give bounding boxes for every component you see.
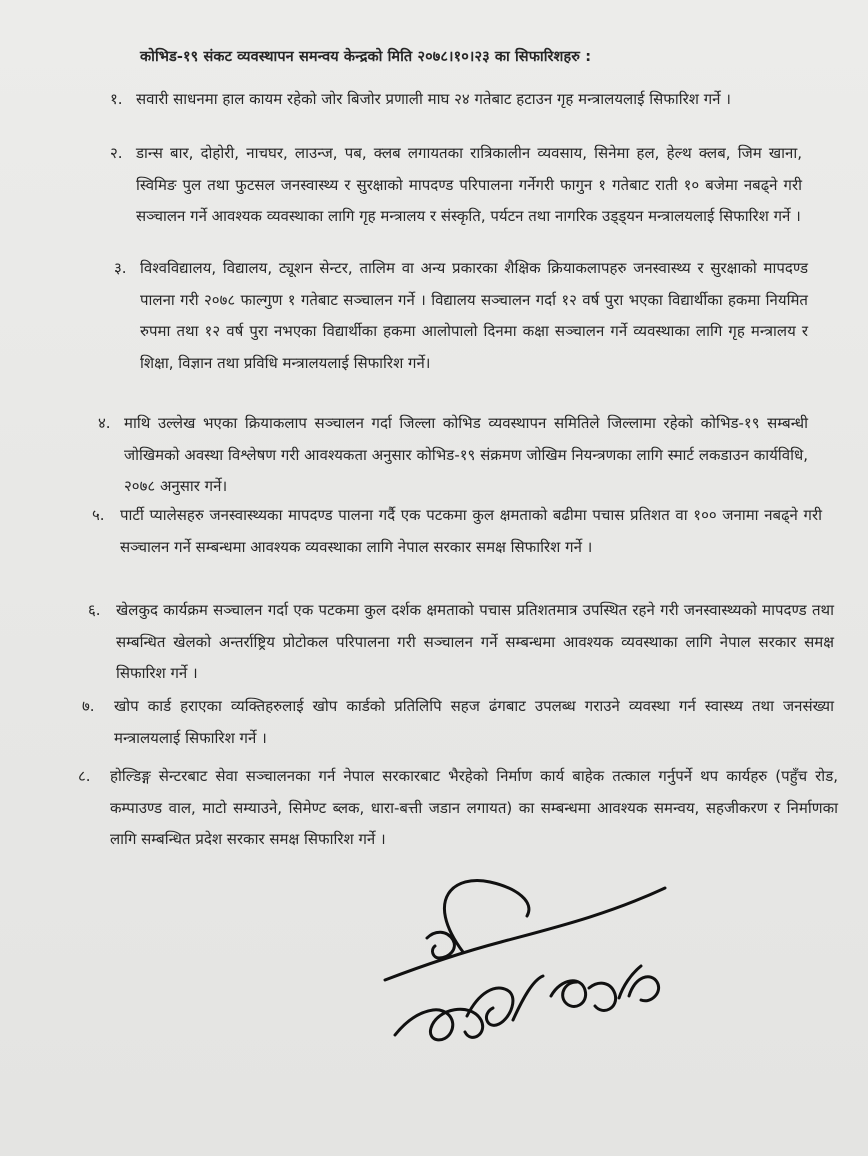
recommendation-item <box>98 408 808 503</box>
item-number: ३. <box>114 259 127 277</box>
item-text: विश्वविद्यालय, विद्यालय, ट्यूशन सेन्टर, तालिम वा अन्य प्रकारका शैक्षिक क्रियाकलापहरु जनस्वास्थ्य र सुरक्षाको मापदण्ड पालना गरी २०७८ फाल्गुण १ गतेबाट सञ्चालन गर्ने । विद्यालय सञ्चालन गर्दा १२ वर्ष पुरा भएका विद्यार्थीका हकमा नियमित रुपमा तथा १२ वर्ष पुरा नभएका विद्यार्थीका हकमा आलोपालो दिनमा कक्षा सञ्चालन गर्ने व्यवस्थाका लागि गृह मन्त्रालय र शिक्षा, विज्ञान तथा प्रविधि मन्त्रालयलाई सिफारिश गर्ने। <box>140 259 808 372</box>
item-text: सवारी साधनमा हाल कायम रहेको जोर बिजोर प्रणाली माघ २४ गतेबाट हटाउन गृह मन्त्रालयलाई सिफारिश गर्ने । <box>136 90 731 108</box>
recommendation-item <box>110 84 792 116</box>
item-text: पार्टी प्यालेसहरु जनस्वास्थ्यका मापदण्ड पालना गर्दै एक पटकमा कुल क्षमताको बढीमा पचास प्रतिशत वा १०० जनामा नबढ्ने गरी सञ्चालन गर्ने सम्बन्धमा आवश्यक व्यवस्थाका लागि नेपाल सरकार समक्ष सिफारिश गर्ने । <box>120 506 822 556</box>
item-text: होल्डिङ्ग सेन्टरबाट सेवा सञ्चालनका गर्न नेपाल सरकारबाट भैरहेको निर्माण कार्य बाहेक तत्काल गर्नुपर्ने थप कार्यहरु (पहुँच रोड, कम्पाउण्ड वाल, माटो सम्याउने, सिमेण्ट ब्लक, धारा-बत्ती जडान लगायत) का सम्बन्धमा आवश्यक समन्वय, सहजीकरण र निर्माणका लागि सम्बन्धित प्रदेश सरकार समक्ष सिफारिश गर्ने । <box>110 767 838 848</box>
item-number: ७. <box>82 697 95 715</box>
recommendation-item <box>88 595 834 690</box>
item-number: २. <box>110 144 123 162</box>
recommendation-item <box>110 138 802 233</box>
recommendation-item <box>92 500 822 563</box>
item-text: डान्स बार, दोहोरी, नाचघर, लाउन्ज, पब, क्लब लगायतका रात्रिकालीन व्यवसाय, सिनेमा हल, हेल्थ क्लब, जिम खाना, स्विमिङ पुल तथा फुटसल जनस्वास्थ्य र सुरक्षाको मापदण्ड परिपालना गर्नेगरी फागुन १ गतेबाट राती १० बजेमा नबढ्ने गरी सञ्चालन गर्ने आवश्यक व्यवस्थाका लागि गृह मन्त्रालय र संस्कृति, पर्यटन तथा नागरिक उड्ड्यन मन्त्रालयलाई सिफारिश गर्ने । <box>136 144 802 225</box>
item-number: ४. <box>98 414 111 432</box>
document-title: कोभिड-१९ संकट व्यवस्थापन समन्वय केन्द्रको मिति २०७८।१०।२३ का सिफारिशहरु : <box>140 49 592 65</box>
item-number: ८. <box>78 767 91 785</box>
recommendation-item <box>82 691 834 754</box>
item-number: १. <box>110 90 123 108</box>
item-text: खोप कार्ड हराएका व्यक्तिहरुलाई खोप कार्डको प्रतिलिपि सहज ढंगबाट उपलब्ध गराउने व्यवस्था गर्न स्वास्थ्य तथा जनसंख्या मन्त्रालयलाई सिफारिश गर्ने । <box>114 697 834 747</box>
recommendation-item <box>78 761 838 856</box>
item-text: माथि उल्लेख भएका क्रियाकलाप सञ्चालन गर्दा जिल्ला कोभिड व्यवस्थापन समितिले जिल्लामा रहेको कोभिड-१९ सम्बन्धी जोखिमको अवस्था विश्लेषण गरी आवश्यकता अनुसार कोभिड-१९ संक्रमण जोखिम नियन्त्रणका लागि स्मार्ट लकडाउन कार्यविधि, २०७८ अनुसार गर्ने। <box>124 414 808 495</box>
handwritten-signature <box>375 870 675 1060</box>
recommendation-item <box>114 253 808 379</box>
item-number: ६. <box>88 601 101 619</box>
item-text: खेलकुद कार्यक्रम सञ्चालन गर्दा एक पटकमा कुल दर्शक क्षमताको पचास प्रतिशतमात्र उपस्थित रहने गरी जनस्वास्थ्यको मापदण्ड तथा सम्बन्धित खेलको अन्तर्राष्ट्रिय प्रोटोकल परिपालना गरी सञ्चालन गर्ने सम्बन्धमा आवश्यक व्यवस्थाका लागि नेपाल सरकार समक्ष सिफारिश गर्ने । <box>116 601 834 682</box>
item-number: ५. <box>92 506 105 524</box>
